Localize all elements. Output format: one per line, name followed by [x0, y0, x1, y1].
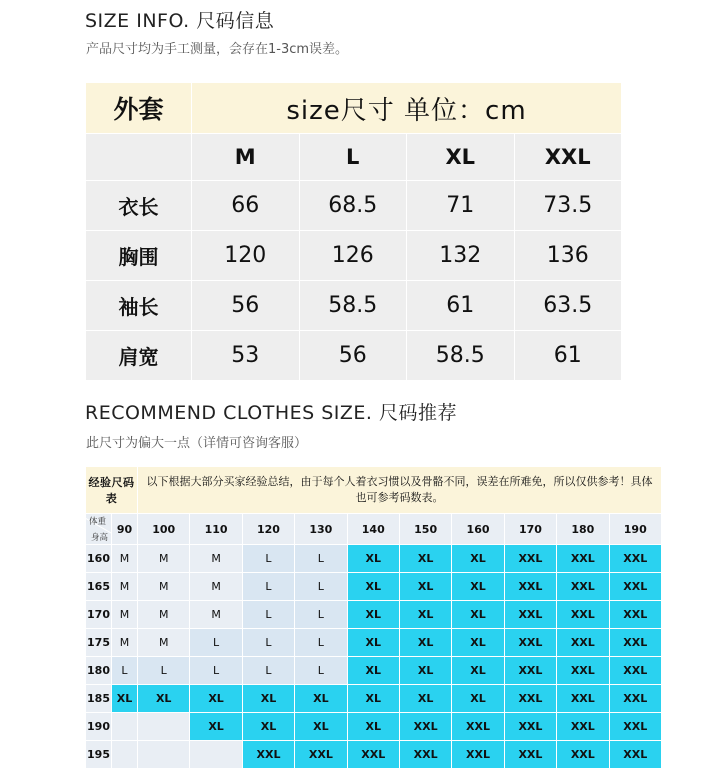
weight-column-header: 170	[504, 514, 556, 545]
recommend-cell: XL	[399, 573, 451, 601]
recommend-cell: XL	[347, 573, 399, 601]
table-row	[86, 657, 662, 685]
table-row-sizes	[86, 134, 622, 181]
recommend-note: 此尺寸为偏大一点（详情可咨询客服）	[86, 436, 308, 451]
table-row-weights	[86, 514, 662, 545]
recommend-cell: L	[242, 657, 294, 685]
measure-value: 58.5	[407, 331, 515, 381]
measure-value: 126	[299, 231, 407, 281]
weight-column-header: 190	[609, 514, 661, 545]
size-info-note: 产品尺寸均为手工测量，会存在1-3cm误差。	[86, 42, 349, 57]
height-row-header: 160	[86, 545, 112, 573]
recommend-cell: XL	[190, 713, 242, 741]
height-row-header: 165	[86, 573, 112, 601]
recommend-cell: M	[112, 545, 138, 573]
size-chart-corner-blank	[86, 134, 192, 181]
recommend-cell	[138, 713, 190, 741]
measure-value: 73.5	[514, 181, 622, 231]
recommend-cell: XL	[347, 545, 399, 573]
axis-label-weight: 体重	[89, 517, 107, 527]
recommend-cell: XXL	[609, 601, 661, 629]
table-row-header	[86, 83, 622, 134]
recommend-cell: XXL	[504, 685, 556, 713]
measure-value: 58.5	[299, 281, 407, 331]
measure-value: 56	[192, 281, 300, 331]
recommend-cell: XXL	[557, 657, 609, 685]
recommend-cell: XXL	[504, 713, 556, 741]
recommend-cell: L	[112, 657, 138, 685]
recommend-cell: XXL	[609, 657, 661, 685]
table-row	[86, 545, 662, 573]
recommend-cell: L	[242, 629, 294, 657]
recommend-cell: M	[190, 573, 242, 601]
table-row	[86, 181, 622, 231]
recommend-cell: L	[295, 545, 347, 573]
recommend-cell: XL	[347, 601, 399, 629]
recommend-cell: XL	[399, 685, 451, 713]
recommend-cell: XXL	[399, 741, 451, 769]
recommend-cell: L	[295, 573, 347, 601]
recommend-cell: XL	[347, 629, 399, 657]
measure-label-length: 衣长	[86, 181, 192, 231]
recommend-cell: M	[138, 545, 190, 573]
measure-label-bust: 胸围	[86, 231, 192, 281]
recommend-cell: XL	[347, 713, 399, 741]
weight-column-header: 130	[295, 514, 347, 545]
table-row	[86, 231, 622, 281]
weight-column-header: 120	[242, 514, 294, 545]
recommend-size-table	[85, 466, 662, 769]
recommend-cell: XL	[399, 545, 451, 573]
recommend-cell: XXL	[504, 601, 556, 629]
recommend-cell: XL	[399, 601, 451, 629]
recommend-table-description: 以下根据大部分买家经验总结，由于每个人着衣习惯以及骨骼不同，误差在所难免，所以仅供参考！具体也可参考码数表。	[138, 467, 662, 514]
table-row	[86, 601, 662, 629]
size-chart-table-wrapper	[85, 82, 622, 381]
recommend-cell: XXL	[452, 741, 504, 769]
measure-value: 53	[192, 331, 300, 381]
measure-value: 136	[514, 231, 622, 281]
recommend-cell: L	[242, 601, 294, 629]
recommend-cell: XL	[190, 685, 242, 713]
recommend-cell: M	[138, 629, 190, 657]
weight-column-header: 100	[138, 514, 190, 545]
recommend-cell: XXL	[295, 741, 347, 769]
height-row-header: 190	[86, 713, 112, 741]
measure-value: 56	[299, 331, 407, 381]
recommend-cell: XL	[112, 685, 138, 713]
recommend-cell: XL	[242, 713, 294, 741]
recommend-cell: XL	[138, 685, 190, 713]
recommend-cell: XL	[452, 573, 504, 601]
axis-label-height: 身高	[90, 533, 108, 543]
recommend-cell: L	[295, 601, 347, 629]
measure-label-sleeve: 袖长	[86, 281, 192, 331]
recommend-table-title: 经验尺码表	[86, 467, 138, 514]
weight-column-header: 180	[557, 514, 609, 545]
recommend-cell: XL	[295, 713, 347, 741]
recommend-cell	[138, 741, 190, 769]
size-column-header-xl: XL	[407, 134, 515, 181]
recommend-cell: XXL	[557, 601, 609, 629]
size-chart-header-unit: size尺寸 单位：cm	[192, 83, 622, 134]
recommend-cell	[112, 741, 138, 769]
recommend-cell: L	[242, 573, 294, 601]
recommend-cell: M	[138, 601, 190, 629]
recommend-cell: XXL	[609, 685, 661, 713]
height-row-header: 180	[86, 657, 112, 685]
table-row	[86, 281, 622, 331]
measure-value: 66	[192, 181, 300, 231]
recommend-cell: XXL	[609, 629, 661, 657]
recommend-cell: M	[112, 573, 138, 601]
measure-value: 61	[407, 281, 515, 331]
recommend-cell: L	[295, 657, 347, 685]
recommend-cell: M	[190, 545, 242, 573]
recommend-cell: L	[295, 629, 347, 657]
recommend-cell: XXL	[504, 741, 556, 769]
recommend-cell: XXL	[557, 713, 609, 741]
table-row	[86, 713, 662, 741]
recommend-cell: XXL	[609, 545, 661, 573]
recommend-cell: XL	[399, 657, 451, 685]
recommend-cell: XXL	[609, 741, 661, 769]
recommend-cell: XXL	[504, 657, 556, 685]
recommend-cell: XL	[347, 685, 399, 713]
measure-value: 132	[407, 231, 515, 281]
recommend-cell: XL	[452, 657, 504, 685]
weight-column-header: 160	[452, 514, 504, 545]
height-row-header: 195	[86, 741, 112, 769]
height-row-header: 185	[86, 685, 112, 713]
measure-label-shoulder: 肩宽	[86, 331, 192, 381]
recommend-cell: XL	[399, 629, 451, 657]
axis-corner-cell	[86, 514, 112, 545]
recommend-cell: XXL	[609, 713, 661, 741]
recommend-cell: XXL	[399, 713, 451, 741]
height-row-header: 170	[86, 601, 112, 629]
measure-value: 68.5	[299, 181, 407, 231]
recommend-cell	[112, 713, 138, 741]
recommend-cell: XXL	[242, 741, 294, 769]
measure-value: 120	[192, 231, 300, 281]
table-row	[86, 573, 662, 601]
recommend-cell: XXL	[347, 741, 399, 769]
measure-value: 71	[407, 181, 515, 231]
recommend-cell: L	[190, 629, 242, 657]
recommend-cell: XXL	[452, 713, 504, 741]
weight-column-header: 140	[347, 514, 399, 545]
recommend-cell: XXL	[504, 545, 556, 573]
weight-column-header: 110	[190, 514, 242, 545]
size-column-header-m: M	[192, 134, 300, 181]
measure-value: 63.5	[514, 281, 622, 331]
recommend-cell: XXL	[609, 573, 661, 601]
size-column-header-l: L	[299, 134, 407, 181]
recommend-table-wrapper	[85, 466, 662, 769]
recommend-cell	[190, 741, 242, 769]
recommend-cell: XL	[242, 685, 294, 713]
recommend-cell: XL	[452, 685, 504, 713]
recommend-cell: M	[112, 629, 138, 657]
recommend-cell: XXL	[557, 741, 609, 769]
recommend-cell: XL	[452, 545, 504, 573]
size-info-heading: SIZE INFO. 尺码信息	[85, 10, 275, 32]
recommend-cell: XXL	[557, 629, 609, 657]
table-row	[86, 629, 662, 657]
table-row-title	[86, 467, 662, 514]
recommend-cell: XL	[347, 657, 399, 685]
recommend-cell: XL	[295, 685, 347, 713]
weight-column-header: 90	[112, 514, 138, 545]
recommend-cell: XXL	[504, 629, 556, 657]
table-row	[86, 741, 662, 769]
recommend-cell: XXL	[557, 685, 609, 713]
recommend-cell: XXL	[504, 573, 556, 601]
recommend-cell: L	[138, 657, 190, 685]
recommend-cell: XL	[452, 629, 504, 657]
weight-column-header: 150	[399, 514, 451, 545]
recommend-cell: M	[190, 601, 242, 629]
measure-value: 61	[514, 331, 622, 381]
size-chart-header-garment: 外套	[86, 83, 192, 134]
recommend-cell: M	[138, 573, 190, 601]
height-row-header: 175	[86, 629, 112, 657]
recommend-cell: XL	[452, 601, 504, 629]
recommend-cell: XXL	[557, 573, 609, 601]
recommend-cell: M	[112, 601, 138, 629]
table-row	[86, 685, 662, 713]
recommend-heading: RECOMMEND CLOTHES SIZE. 尺码推荐	[85, 402, 457, 424]
recommend-cell: XXL	[557, 545, 609, 573]
size-column-header-xxl: XXL	[514, 134, 622, 181]
table-row	[86, 331, 622, 381]
recommend-cell: L	[242, 545, 294, 573]
size-chart-table	[85, 82, 622, 381]
recommend-cell: L	[190, 657, 242, 685]
